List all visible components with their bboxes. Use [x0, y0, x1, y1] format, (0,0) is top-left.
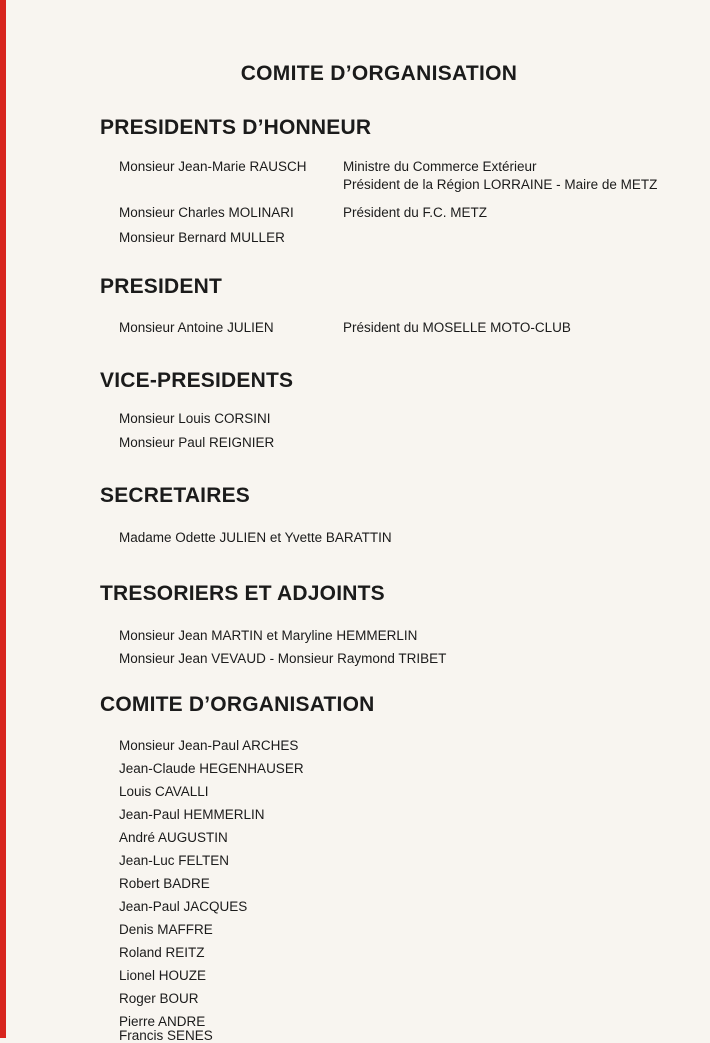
honorary-president-name: Monsieur Charles MOLINARI: [119, 205, 294, 220]
heading-comite: COMITE D’ORGANISATION: [100, 693, 375, 716]
honorary-president-role: Président de la Région LORRAINE - Maire de METZ: [343, 177, 658, 192]
left-red-margin: [0, 0, 6, 1038]
heading-presidents-honneur: PRESIDENTS D’HONNEUR: [100, 116, 372, 139]
honorary-president-role: Président du F.C. METZ: [343, 205, 488, 220]
heading-vice-presidents: VICE-PRESIDENTS: [100, 369, 294, 392]
heading-secretaires: SECRETAIRES: [100, 484, 250, 507]
list-item: Louis CAVALLI: [119, 784, 209, 799]
list-item: Denis MAFFRE: [119, 922, 213, 937]
vice-president-name: Monsieur Louis CORSINI: [119, 411, 271, 426]
tresorier-names: Monsieur Jean MARTIN et Maryline HEMMERLIN: [119, 628, 418, 643]
list-item: Jean-Paul JACQUES: [119, 899, 248, 914]
vice-president-name: Monsieur Paul REIGNIER: [119, 435, 275, 450]
list-item: Pierre ANDRE: [119, 1014, 206, 1029]
list-item: Jean-Luc FELTEN: [119, 853, 230, 868]
honorary-president-name: Monsieur Bernard MULLER: [119, 230, 285, 245]
list-item: Roland REITZ: [119, 945, 205, 960]
page-title: COMITE D’ORGANISATION: [240, 62, 518, 85]
president-role: Président du MOSELLE MOTO-CLUB: [343, 320, 571, 335]
heading-president: PRESIDENT: [100, 275, 222, 298]
honorary-president-role: Ministre du Commerce Extérieur: [343, 159, 537, 174]
list-item: Jean-Claude HEGENHAUSER: [119, 761, 304, 776]
list-item: Monsieur Jean-Paul ARCHES: [119, 738, 299, 753]
heading-tresoriers: TRESORIERS ET ADJOINTS: [100, 582, 385, 605]
tresorier-names: Monsieur Jean VEVAUD - Monsieur Raymond TRIBET: [119, 651, 447, 666]
list-item: Francis SENES: [119, 1028, 213, 1043]
president-name: Monsieur Antoine JULIEN: [119, 320, 274, 335]
list-item: Lionel HOUZE: [119, 968, 207, 983]
list-item: André AUGUSTIN: [119, 830, 228, 845]
list-item: Jean-Paul HEMMERLIN: [119, 807, 265, 822]
list-item: Robert BADRE: [119, 876, 210, 891]
list-item: Roger BOUR: [119, 991, 199, 1006]
secretaires-names: Madame Odette JULIEN et Yvette BARATTIN: [119, 530, 392, 545]
honorary-president-name: Monsieur Jean-Marie RAUSCH: [119, 159, 307, 174]
